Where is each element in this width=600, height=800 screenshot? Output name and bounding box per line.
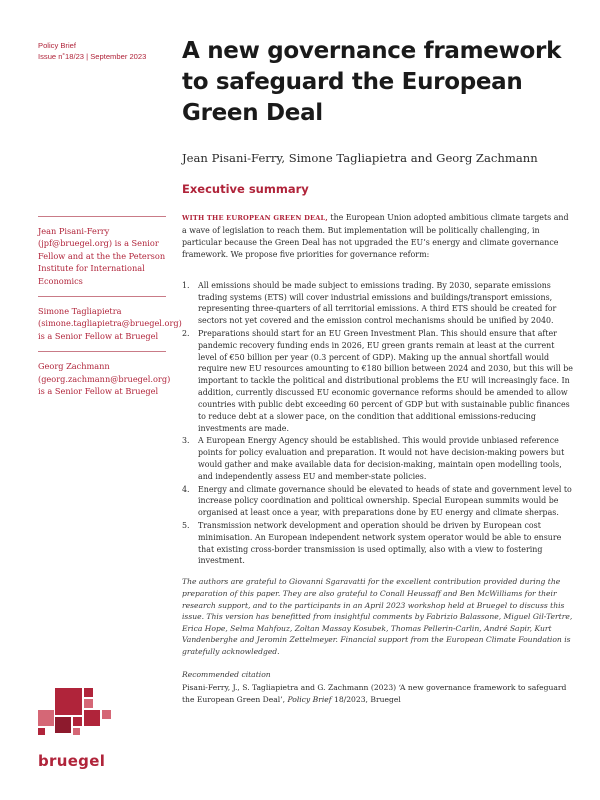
list-item <box>182 484 574 520</box>
list-text: Energy and climate governance should be elevated to heads of state and government level to increase policy coordination and political ownership. Special European summits would be organised at least once a year, with preparations done by EU energy and climate sherpas. <box>198 484 572 518</box>
list-item <box>182 328 574 435</box>
intro-paragraph <box>182 212 574 261</box>
citation-heading: Recommended citation <box>182 669 271 679</box>
list-text: Preparations should start for an EU Green Investment Plan. This should ensure that after pandemic recovery funding ends in 2026, EU green grants remain at least at the current level of €50 billion per year (0.3 percent of GDP). Making up the annual shortfall would require new EU resources amounting to €180 billion between 2024 and 2030, but this will be important to tackle the political and distributional problems the EU will increasingly face. In addition, currently discussed EU economic governance reforms should be amended to allow countries with public debt exceeding 60 percent of GDP but with sustainable public finances to reduce debt at a slower pace, on the condition that additional emissions-reducing investments are made. <box>198 328 573 433</box>
list-item <box>182 280 574 328</box>
citation-text <box>182 682 574 705</box>
list-item <box>182 435 574 483</box>
logo-square <box>38 728 45 735</box>
logo-square <box>55 688 82 715</box>
main-content <box>182 212 574 706</box>
intro-lead: WITH THE EUROPEAN GREEN DEAL, <box>182 214 328 222</box>
citation-series: Policy Brief <box>287 695 332 705</box>
author-bio: Simone Tagliapietra (simone.tagliapietra@bruegel.org) is a Senior Fellow at Bruegel <box>38 306 182 341</box>
publication-meta <box>38 40 178 62</box>
list-text: Transmission network development and operation should be driven by European cost minimisation. An European independent network system operator would be able to ensure that existing cross-border transmission is used optimally, also with a view to fostering investment. <box>198 520 562 566</box>
list-number: 2. <box>182 328 190 338</box>
priority-list <box>182 280 574 568</box>
logo-square <box>84 688 93 697</box>
author-bio: Jean Pisani-Ferry (jpf@bruegel.org) is a Senior Fellow and at the the Peterson Institute for International Economics <box>38 226 166 286</box>
acknowledgement: The authors are grateful to Giovanni Sgaravatti for the excellent contribution provided during the preparation of this paper. They are also grateful to Conall Heussaff and Ben McWilliams for their research support, and to the participants in an April 2023 workshop held at Bruegel to discuss this issue. This version has benefitted from insightful comments by Fabrizio Balassone, Miguel Gil-Tertre, Erica Hope, Selma Mahfouz, Zoltan Massay Kosubek, Thomas Pellerin-Carlin, André Sapir, Kurt Vandenberghe and Jeromin Zettelmeyer. Financial support from the European Climate Foundation is gratefully acknowledged. <box>182 577 573 656</box>
bruegel-wordmark: bruegel <box>38 752 106 770</box>
intro-text: the European Union adopted ambitious climate targets and a wave of legislation to reach them. But implementation will be politically challenging, in particular because the Green Deal has not upgraded the EU’s energy and climate governance framework. We propose five priorities for governance reform: <box>182 213 569 259</box>
list-text: All emissions should be made subject to emissions trading. By 2030, separate emissions trading systems (ETS) will cover industrial emissions and buildings/transport emissions, representing three-quarters of all territorial emissions. A third ETS should be created for sectors not yet covered and the emission control mechanisms should be unified by 2040. <box>198 280 557 326</box>
author-bios <box>38 216 182 406</box>
list-text: A European Energy Agency should be established. This would provide unbiased reference points for policy evaluation and preparation. It would not have decision-making powers but would gather and make available data for decision-making, maintain open modelling tools, and independently assess EU and member-state policies. <box>198 436 565 482</box>
logo-square <box>84 710 100 726</box>
logo-square <box>55 717 71 733</box>
list-number: 4. <box>182 484 190 494</box>
author-list: Jean Pisani-Ferry, Simone Tagliapietra and Georg Zachmann <box>182 151 538 165</box>
series-label: Policy Brief <box>38 41 76 50</box>
section-heading: Executive summary <box>182 182 309 196</box>
list-number: 3. <box>182 436 190 446</box>
issue-label: Issue n˚18/23 | September 2023 <box>38 52 147 61</box>
logo-square <box>84 699 93 708</box>
logo-square <box>38 710 54 726</box>
list-number: 5. <box>182 520 190 530</box>
logo-square <box>102 710 111 719</box>
logo-square <box>73 728 80 735</box>
page-title: A new governance framework to safeguard the European Green Deal <box>182 38 562 126</box>
citation-part: 18/2023, Bruegel <box>331 695 401 705</box>
list-number: 1. <box>182 280 190 290</box>
citation-part: Pisani-Ferry, J., S. Tagliapietra and G. Zachmann (2023) ‘A new governance framework to safeguard the European Green Deal’, <box>182 683 567 705</box>
author-bio: Georg Zachmann (georg.zachmann@bruegel.org) is a Senior Fellow at Bruegel <box>38 361 171 397</box>
logo-square <box>73 717 82 726</box>
list-item <box>182 520 574 568</box>
